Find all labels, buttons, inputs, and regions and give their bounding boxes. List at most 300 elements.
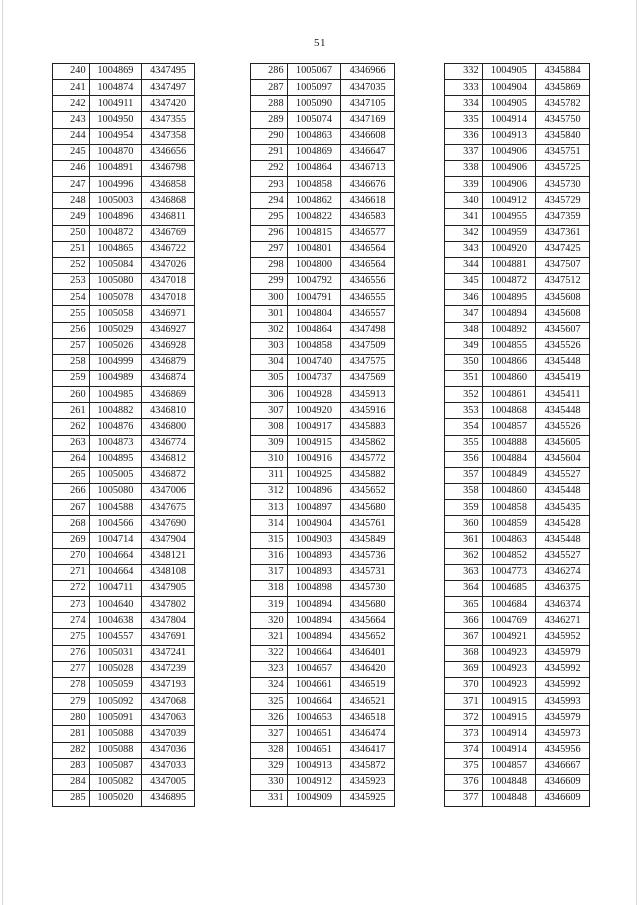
point-number-cell: 375 <box>445 758 483 774</box>
table-row <box>251 274 395 290</box>
table-row <box>251 209 395 225</box>
x-coordinate-cell: 1005031 <box>89 645 142 661</box>
y-coordinate-cell: 4345664 <box>341 613 395 629</box>
x-coordinate-cell: 1004950 <box>89 112 142 128</box>
y-coordinate-cell: 4346609 <box>536 791 590 807</box>
table-row <box>53 160 195 176</box>
table-row <box>251 257 395 273</box>
x-coordinate-cell: 1004928 <box>287 387 341 403</box>
table-row <box>251 112 395 128</box>
y-coordinate-cell: 4347495 <box>142 64 195 80</box>
x-coordinate-cell: 1004909 <box>287 791 341 807</box>
table-row <box>53 742 195 758</box>
point-number-cell: 324 <box>251 677 288 693</box>
table-row <box>53 322 195 338</box>
point-number-cell: 277 <box>53 661 90 677</box>
table-row <box>53 225 195 241</box>
y-coordinate-cell: 4346927 <box>142 322 195 338</box>
point-number-cell: 298 <box>251 257 288 273</box>
table-row <box>445 451 590 467</box>
x-coordinate-cell: 1005088 <box>89 726 142 742</box>
y-coordinate-cell: 4345782 <box>536 96 590 112</box>
x-coordinate-cell: 1004905 <box>482 64 536 80</box>
x-coordinate-cell: 1004959 <box>482 225 536 241</box>
table-row <box>445 710 590 726</box>
y-coordinate-cell: 4345448 <box>536 532 590 548</box>
y-coordinate-cell: 4345725 <box>536 160 590 176</box>
x-coordinate-cell: 1004955 <box>482 209 536 225</box>
table-row <box>53 338 195 354</box>
table-row <box>445 435 590 451</box>
point-number-cell: 345 <box>445 274 483 290</box>
table-row <box>251 532 395 548</box>
x-coordinate-cell: 1005097 <box>287 80 341 96</box>
y-coordinate-cell: 4347169 <box>341 112 395 128</box>
table-row <box>251 322 395 338</box>
table-row <box>445 564 590 580</box>
point-number-cell: 315 <box>251 532 288 548</box>
point-number-cell: 356 <box>445 451 483 467</box>
y-coordinate-cell: 4346874 <box>142 370 195 386</box>
y-coordinate-cell: 4345680 <box>341 500 395 516</box>
y-coordinate-cell: 4345956 <box>536 742 590 758</box>
y-coordinate-cell: 4345872 <box>341 758 395 774</box>
x-coordinate-cell: 1004872 <box>482 274 536 290</box>
y-coordinate-cell: 4345882 <box>341 467 395 483</box>
point-number-cell: 250 <box>53 225 90 241</box>
table-row <box>53 112 195 128</box>
point-number-cell: 366 <box>445 613 483 629</box>
table-row <box>251 484 395 500</box>
table-row <box>251 64 395 80</box>
table-row <box>53 516 195 532</box>
y-coordinate-cell: 4346577 <box>341 225 395 241</box>
table-row <box>251 613 395 629</box>
x-coordinate-cell: 1004685 <box>482 581 536 597</box>
x-coordinate-cell: 1004914 <box>482 112 536 128</box>
point-number-cell: 310 <box>251 451 288 467</box>
y-coordinate-cell: 4347509 <box>341 338 395 354</box>
x-coordinate-cell: 1005088 <box>89 742 142 758</box>
y-coordinate-cell: 4347420 <box>142 96 195 112</box>
table-row <box>53 354 195 370</box>
point-number-cell: 351 <box>445 370 483 386</box>
x-coordinate-cell: 1004848 <box>482 774 536 790</box>
point-number-cell: 278 <box>53 677 90 693</box>
table-row <box>53 467 195 483</box>
table-row <box>251 451 395 467</box>
point-number-cell: 337 <box>445 144 483 160</box>
point-number-cell: 283 <box>53 758 90 774</box>
y-coordinate-cell: 4347026 <box>142 257 195 273</box>
point-number-cell: 370 <box>445 677 483 693</box>
x-coordinate-cell: 1004892 <box>482 322 536 338</box>
y-coordinate-cell: 4345607 <box>536 322 590 338</box>
y-coordinate-cell: 4347005 <box>142 774 195 790</box>
table-row <box>251 160 395 176</box>
point-number-cell: 247 <box>53 177 90 193</box>
point-number-cell: 325 <box>251 694 288 710</box>
x-coordinate-cell: 1005026 <box>89 338 142 354</box>
table-row <box>445 338 590 354</box>
x-coordinate-cell: 1004897 <box>287 500 341 516</box>
point-number-cell: 367 <box>445 629 483 645</box>
point-number-cell: 338 <box>445 160 483 176</box>
x-coordinate-cell: 1004651 <box>287 726 341 742</box>
table-row <box>53 484 195 500</box>
point-number-cell: 282 <box>53 742 90 758</box>
y-coordinate-cell: 4347497 <box>142 80 195 96</box>
table-row <box>53 774 195 790</box>
point-number-cell: 364 <box>445 581 483 597</box>
table-row <box>251 564 395 580</box>
x-coordinate-cell: 1004915 <box>482 710 536 726</box>
point-number-cell: 267 <box>53 500 90 516</box>
x-coordinate-cell: 1004791 <box>287 290 341 306</box>
table-row <box>445 677 590 693</box>
point-number-cell: 316 <box>251 548 288 564</box>
x-coordinate-cell: 1004881 <box>482 257 536 273</box>
point-number-cell: 297 <box>251 241 288 257</box>
point-number-cell: 376 <box>445 774 483 790</box>
x-coordinate-cell: 1004638 <box>89 613 142 629</box>
point-number-cell: 357 <box>445 467 483 483</box>
point-number-cell: 296 <box>251 225 288 241</box>
y-coordinate-cell: 4345993 <box>536 694 590 710</box>
table-row <box>53 64 195 80</box>
table-row <box>251 516 395 532</box>
y-coordinate-cell: 4345840 <box>536 128 590 144</box>
x-coordinate-cell: 1004893 <box>287 548 341 564</box>
y-coordinate-cell: 4345608 <box>536 306 590 322</box>
x-coordinate-cell: 1004864 <box>287 160 341 176</box>
y-coordinate-cell: 4345849 <box>341 532 395 548</box>
x-coordinate-cell: 1004906 <box>482 160 536 176</box>
table-row <box>53 274 195 290</box>
table-row <box>251 338 395 354</box>
x-coordinate-cell: 1005091 <box>89 710 142 726</box>
y-coordinate-cell: 4345419 <box>536 370 590 386</box>
x-coordinate-cell: 1004894 <box>287 629 341 645</box>
table-row <box>53 241 195 257</box>
x-coordinate-cell: 1004858 <box>482 500 536 516</box>
point-number-cell: 342 <box>445 225 483 241</box>
x-coordinate-cell: 1004913 <box>287 758 341 774</box>
table-row <box>445 500 590 516</box>
table-row <box>445 597 590 613</box>
x-coordinate-cell: 1004651 <box>287 742 341 758</box>
table-row <box>445 581 590 597</box>
x-coordinate-cell: 1004923 <box>482 661 536 677</box>
point-number-cell: 348 <box>445 322 483 338</box>
y-coordinate-cell: 4346271 <box>536 613 590 629</box>
y-coordinate-cell: 4346879 <box>142 354 195 370</box>
x-coordinate-cell: 1004858 <box>287 177 341 193</box>
x-coordinate-cell: 1004852 <box>482 548 536 564</box>
y-coordinate-cell: 4345884 <box>536 64 590 80</box>
table-row <box>251 581 395 597</box>
point-number-cell: 374 <box>445 742 483 758</box>
table-row <box>251 726 395 742</box>
point-number-cell: 326 <box>251 710 288 726</box>
y-coordinate-cell: 4346868 <box>142 193 195 209</box>
y-coordinate-cell: 4345730 <box>536 177 590 193</box>
table-row <box>251 467 395 483</box>
x-coordinate-cell: 1004664 <box>89 548 142 564</box>
table-row <box>251 354 395 370</box>
table-row <box>53 403 195 419</box>
point-number-cell: 319 <box>251 597 288 613</box>
table-row <box>53 629 195 645</box>
table-row <box>251 128 395 144</box>
point-number-cell: 268 <box>53 516 90 532</box>
table-row <box>445 629 590 645</box>
point-number-cell: 305 <box>251 370 288 386</box>
point-number-cell: 273 <box>53 597 90 613</box>
x-coordinate-cell: 1005059 <box>89 677 142 693</box>
x-coordinate-cell: 1004916 <box>287 451 341 467</box>
table-row <box>445 403 590 419</box>
point-number-cell: 254 <box>53 290 90 306</box>
table-row <box>53 387 195 403</box>
table-row <box>445 64 590 80</box>
x-coordinate-cell: 1005020 <box>89 791 142 807</box>
x-coordinate-cell: 1004898 <box>287 581 341 597</box>
x-coordinate-cell: 1004857 <box>482 758 536 774</box>
point-number-cell: 302 <box>251 322 288 338</box>
y-coordinate-cell: 4347675 <box>142 500 195 516</box>
y-coordinate-cell: 4346401 <box>341 645 395 661</box>
y-coordinate-cell: 4345731 <box>341 564 395 580</box>
y-coordinate-cell: 4347036 <box>142 742 195 758</box>
table-row <box>251 548 395 564</box>
y-coordinate-cell: 4346555 <box>341 290 395 306</box>
table-row <box>53 645 195 661</box>
point-number-cell: 318 <box>251 581 288 597</box>
point-number-cell: 291 <box>251 144 288 160</box>
y-coordinate-cell: 4347105 <box>341 96 395 112</box>
x-coordinate-cell: 1004849 <box>482 467 536 483</box>
table-row <box>251 241 395 257</box>
y-coordinate-cell: 4345772 <box>341 451 395 467</box>
point-number-cell: 262 <box>53 419 90 435</box>
y-coordinate-cell: 4345526 <box>536 419 590 435</box>
y-coordinate-cell: 4346667 <box>536 758 590 774</box>
point-number-cell: 294 <box>251 193 288 209</box>
point-number-cell: 311 <box>251 467 288 483</box>
point-number-cell: 327 <box>251 726 288 742</box>
table-row <box>251 387 395 403</box>
table-row <box>251 370 395 386</box>
table-row <box>251 597 395 613</box>
y-coordinate-cell: 4345761 <box>341 516 395 532</box>
y-coordinate-cell: 4346858 <box>142 177 195 193</box>
table-row <box>445 225 590 241</box>
x-coordinate-cell: 1004894 <box>287 597 341 613</box>
y-coordinate-cell: 4345952 <box>536 629 590 645</box>
table-row <box>53 694 195 710</box>
y-coordinate-cell: 4346928 <box>142 338 195 354</box>
point-number-cell: 303 <box>251 338 288 354</box>
point-number-cell: 314 <box>251 516 288 532</box>
table-row <box>53 791 195 807</box>
y-coordinate-cell: 4347241 <box>142 645 195 661</box>
table-row <box>445 516 590 532</box>
point-number-cell: 343 <box>445 241 483 257</box>
point-number-cell: 249 <box>53 209 90 225</box>
x-coordinate-cell: 1004664 <box>287 645 341 661</box>
coordinates-table-3 <box>444 63 590 807</box>
x-coordinate-cell: 1004872 <box>89 225 142 241</box>
table-row <box>53 370 195 386</box>
point-number-cell: 295 <box>251 209 288 225</box>
point-number-cell: 323 <box>251 661 288 677</box>
point-number-cell: 377 <box>445 791 483 807</box>
x-coordinate-cell: 1004874 <box>89 80 142 96</box>
table-row <box>53 564 195 580</box>
y-coordinate-cell: 4346556 <box>341 274 395 290</box>
y-coordinate-cell: 4345751 <box>536 144 590 160</box>
table-row <box>53 128 195 144</box>
point-number-cell: 369 <box>445 661 483 677</box>
table-row <box>251 435 395 451</box>
y-coordinate-cell: 4347804 <box>142 613 195 629</box>
x-coordinate-cell: 1005092 <box>89 694 142 710</box>
table-row <box>251 742 395 758</box>
table-row <box>251 774 395 790</box>
x-coordinate-cell: 1004895 <box>482 290 536 306</box>
table-row <box>445 257 590 273</box>
x-coordinate-cell: 1004921 <box>482 629 536 645</box>
x-coordinate-cell: 1004999 <box>89 354 142 370</box>
x-coordinate-cell: 1005084 <box>89 257 142 273</box>
table-row <box>53 500 195 516</box>
table-row <box>251 629 395 645</box>
y-coordinate-cell: 4345913 <box>341 387 395 403</box>
x-coordinate-cell: 1004882 <box>89 403 142 419</box>
point-number-cell: 346 <box>445 290 483 306</box>
y-coordinate-cell: 4346474 <box>341 726 395 742</box>
x-coordinate-cell: 1004857 <box>482 419 536 435</box>
y-coordinate-cell: 4347569 <box>341 370 395 386</box>
table-row <box>445 370 590 386</box>
x-coordinate-cell: 1004915 <box>482 694 536 710</box>
point-number-cell: 242 <box>53 96 90 112</box>
table-row <box>445 548 590 564</box>
y-coordinate-cell: 4345979 <box>536 645 590 661</box>
y-coordinate-cell: 4346769 <box>142 225 195 241</box>
table-row <box>445 241 590 257</box>
table-row <box>445 209 590 225</box>
y-coordinate-cell: 4347361 <box>536 225 590 241</box>
x-coordinate-cell: 1004815 <box>287 225 341 241</box>
y-coordinate-cell: 4346564 <box>341 241 395 257</box>
y-coordinate-cell: 4347039 <box>142 726 195 742</box>
point-number-cell: 299 <box>251 274 288 290</box>
x-coordinate-cell: 1005080 <box>89 484 142 500</box>
table-row <box>251 306 395 322</box>
point-number-cell: 368 <box>445 645 483 661</box>
x-coordinate-cell: 1004869 <box>287 144 341 160</box>
point-number-cell: 307 <box>251 403 288 419</box>
x-coordinate-cell: 1004876 <box>89 419 142 435</box>
y-coordinate-cell: 4345526 <box>536 338 590 354</box>
table-row <box>251 144 395 160</box>
x-coordinate-cell: 1004661 <box>287 677 341 693</box>
point-number-cell: 371 <box>445 694 483 710</box>
x-coordinate-cell: 1004914 <box>482 742 536 758</box>
table-row <box>53 661 195 677</box>
x-coordinate-cell: 1004996 <box>89 177 142 193</box>
point-number-cell: 365 <box>445 597 483 613</box>
y-coordinate-cell: 4346811 <box>142 209 195 225</box>
x-coordinate-cell: 1004954 <box>89 128 142 144</box>
point-number-cell: 289 <box>251 112 288 128</box>
point-number-cell: 240 <box>53 64 90 80</box>
y-coordinate-cell: 4346557 <box>341 306 395 322</box>
point-number-cell: 251 <box>53 241 90 257</box>
table-row <box>53 257 195 273</box>
x-coordinate-cell: 1004888 <box>482 435 536 451</box>
y-coordinate-cell: 4348108 <box>142 564 195 580</box>
x-coordinate-cell: 1005080 <box>89 274 142 290</box>
x-coordinate-cell: 1005029 <box>89 322 142 338</box>
point-number-cell: 287 <box>251 80 288 96</box>
table-row <box>251 758 395 774</box>
x-coordinate-cell: 1004714 <box>89 532 142 548</box>
table-row <box>445 96 590 112</box>
point-number-cell: 279 <box>53 694 90 710</box>
point-number-cell: 331 <box>251 791 288 807</box>
y-coordinate-cell: 4347691 <box>142 629 195 645</box>
point-number-cell: 300 <box>251 290 288 306</box>
y-coordinate-cell: 4347498 <box>341 322 395 338</box>
x-coordinate-cell: 1004914 <box>482 726 536 742</box>
y-coordinate-cell: 4346869 <box>142 387 195 403</box>
table-row <box>251 193 395 209</box>
y-coordinate-cell: 4347239 <box>142 661 195 677</box>
point-number-cell: 272 <box>53 581 90 597</box>
table-row <box>251 290 395 306</box>
x-coordinate-cell: 1004869 <box>89 64 142 80</box>
point-number-cell: 281 <box>53 726 90 742</box>
table-row <box>251 80 395 96</box>
x-coordinate-cell: 1004863 <box>287 128 341 144</box>
table-row <box>53 419 195 435</box>
y-coordinate-cell: 4345652 <box>341 484 395 500</box>
table-row <box>251 419 395 435</box>
point-number-cell: 333 <box>445 80 483 96</box>
table-row <box>445 387 590 403</box>
y-coordinate-cell: 4345428 <box>536 516 590 532</box>
table-row <box>445 128 590 144</box>
y-coordinate-cell: 4345608 <box>536 290 590 306</box>
y-coordinate-cell: 4347358 <box>142 128 195 144</box>
y-coordinate-cell: 4346609 <box>536 774 590 790</box>
point-number-cell: 334 <box>445 96 483 112</box>
table-row <box>445 144 590 160</box>
y-coordinate-cell: 4345604 <box>536 451 590 467</box>
x-coordinate-cell: 1004862 <box>287 193 341 209</box>
point-number-cell: 256 <box>53 322 90 338</box>
y-coordinate-cell: 4346722 <box>142 241 195 257</box>
y-coordinate-cell: 4346521 <box>341 694 395 710</box>
y-coordinate-cell: 4346966 <box>341 64 395 80</box>
table-row <box>53 209 195 225</box>
y-coordinate-cell: 4345916 <box>341 403 395 419</box>
y-coordinate-cell: 4347905 <box>142 581 195 597</box>
table-row <box>445 694 590 710</box>
